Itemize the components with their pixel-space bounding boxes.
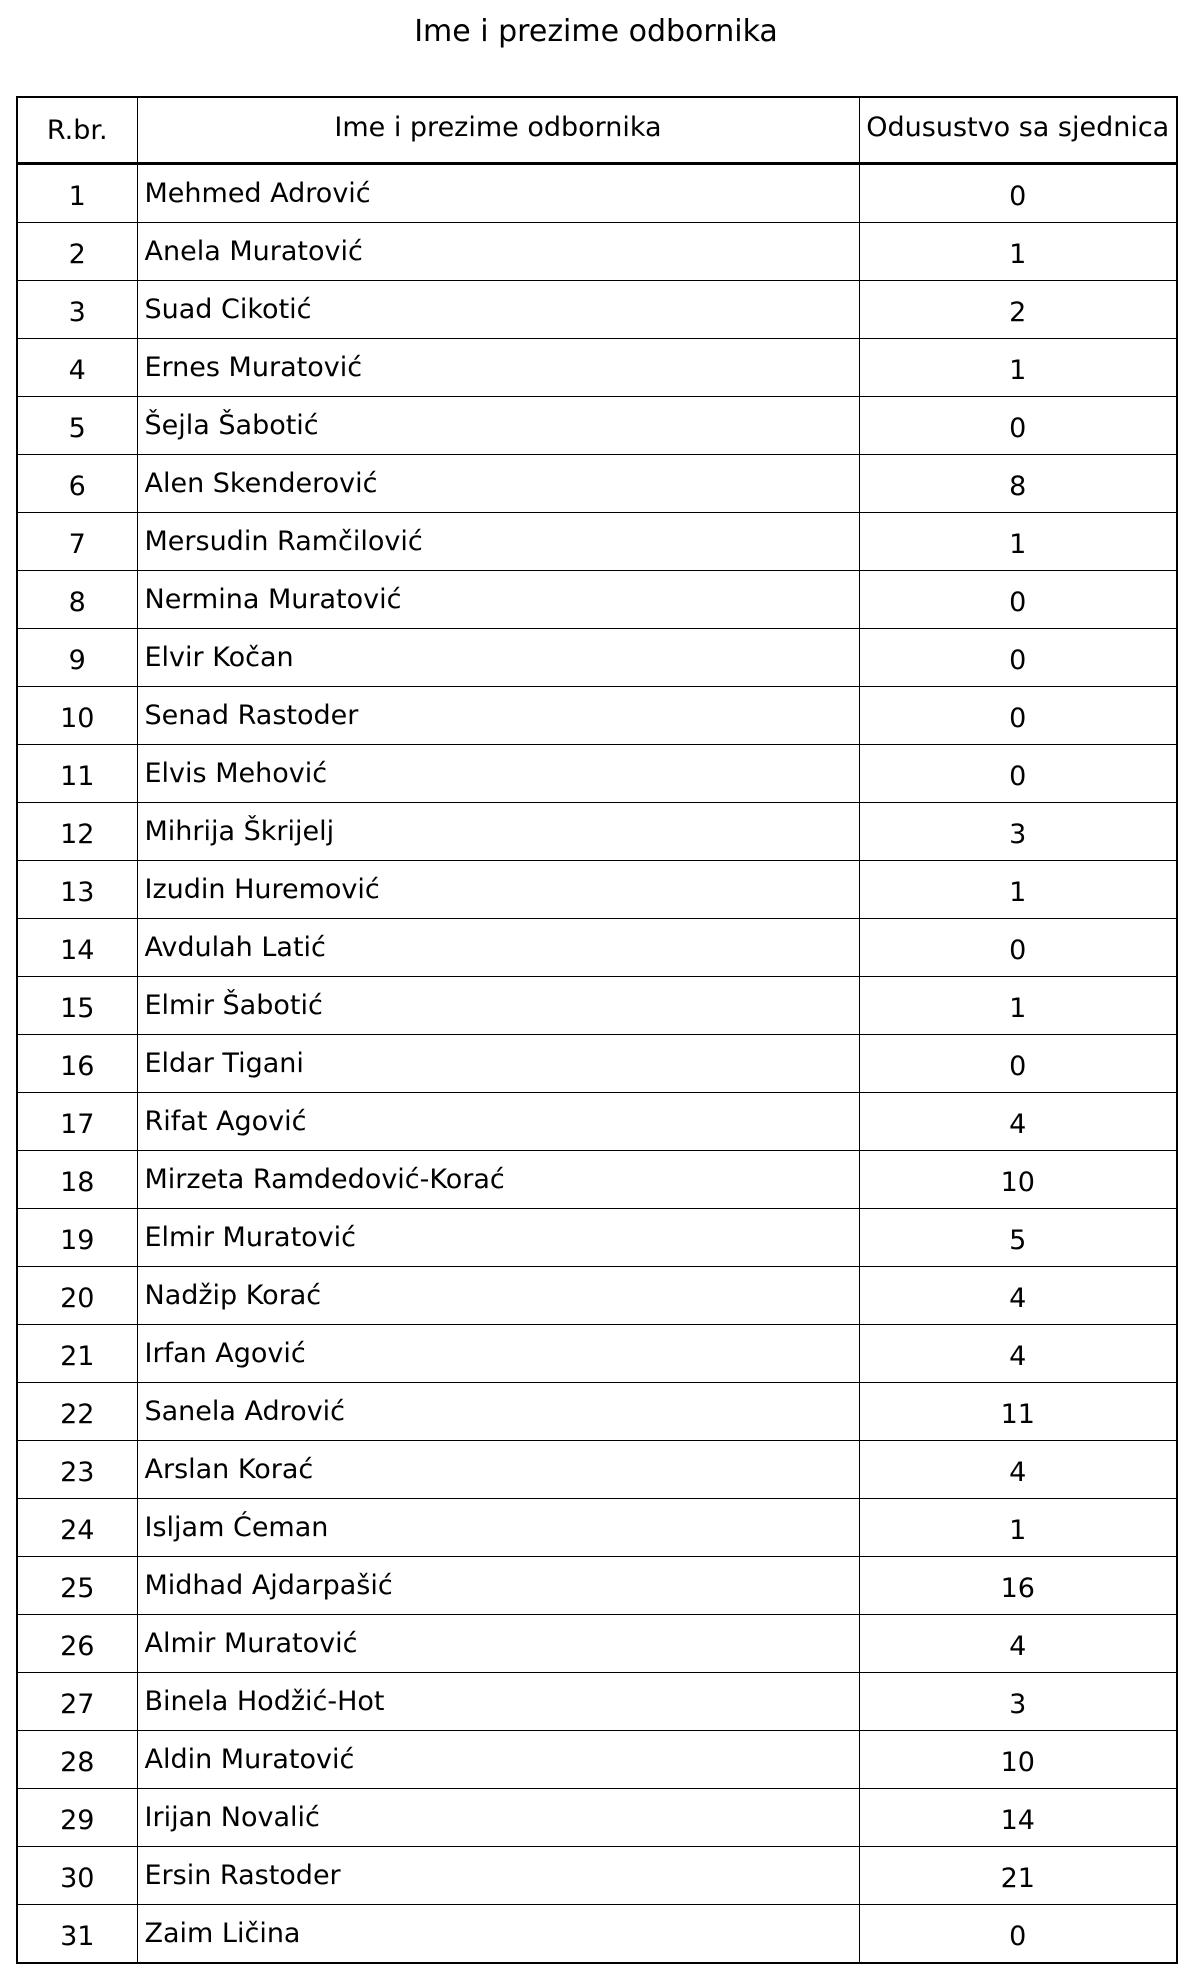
table-row: [17, 1151, 1177, 1209]
councillor-name: Mirzeta Ramdedović-Korać: [137, 1151, 859, 1209]
absence-count: 1: [859, 513, 1177, 571]
councillor-name: Aldin Muratović: [137, 1731, 859, 1789]
table-row: [17, 1383, 1177, 1441]
table-row: [17, 1673, 1177, 1731]
absence-count: 8: [859, 455, 1177, 513]
councillor-name: Eldar Tigani: [137, 1035, 859, 1093]
row-number: 27: [17, 1673, 137, 1731]
absence-count: 0: [859, 687, 1177, 745]
absence-count: 0: [859, 164, 1177, 223]
absence-count: 0: [859, 397, 1177, 455]
councillor-name: Ersin Rastoder: [137, 1847, 859, 1905]
row-number: 22: [17, 1383, 137, 1441]
councillor-name: Zaim Ličina: [137, 1905, 859, 1964]
absence-count: 4: [859, 1325, 1177, 1383]
councillor-name: Suad Cikotić: [137, 281, 859, 339]
absence-count: 1: [859, 1499, 1177, 1557]
row-number: 18: [17, 1151, 137, 1209]
councillor-name: Anela Muratović: [137, 223, 859, 281]
table-row: [17, 861, 1177, 919]
row-number: 17: [17, 1093, 137, 1151]
absence-count: 21: [859, 1847, 1177, 1905]
councillor-name: Irfan Agović: [137, 1325, 859, 1383]
absence-count: 1: [859, 977, 1177, 1035]
councillor-name: Elvir Kočan: [137, 629, 859, 687]
row-number: 3: [17, 281, 137, 339]
row-number: 13: [17, 861, 137, 919]
row-number: 28: [17, 1731, 137, 1789]
table-body: [17, 164, 1177, 1964]
councillor-name: Arslan Korać: [137, 1441, 859, 1499]
row-number: 21: [17, 1325, 137, 1383]
row-number: 23: [17, 1441, 137, 1499]
row-number: 15: [17, 977, 137, 1035]
table-row: [17, 1847, 1177, 1905]
absence-count: 1: [859, 861, 1177, 919]
row-number: 20: [17, 1267, 137, 1325]
councillor-name: Alen Skenderović: [137, 455, 859, 513]
councillor-name: Avdulah Latić: [137, 919, 859, 977]
table-row: [17, 571, 1177, 629]
header-name: Ime i prezime odbornika: [137, 97, 859, 164]
absence-count: 0: [859, 919, 1177, 977]
table-row: [17, 339, 1177, 397]
absence-count: 0: [859, 1035, 1177, 1093]
councillor-name: Almir Muratović: [137, 1615, 859, 1673]
header-absences: Odusustvo sa sjednica: [859, 97, 1177, 164]
absence-count: 0: [859, 745, 1177, 803]
table-row: [17, 1731, 1177, 1789]
councillor-name: Nadžip Korać: [137, 1267, 859, 1325]
row-number: 29: [17, 1789, 137, 1847]
councillor-name: Nermina Muratović: [137, 571, 859, 629]
table-row: [17, 455, 1177, 513]
table-row: [17, 397, 1177, 455]
table-row: [17, 803, 1177, 861]
row-number: 1: [17, 164, 137, 223]
councillor-name: Ernes Muratović: [137, 339, 859, 397]
councillor-name: Midhad Ajdarpašić: [137, 1557, 859, 1615]
row-number: 5: [17, 397, 137, 455]
table-header-row: [17, 97, 1177, 164]
absence-count: 5: [859, 1209, 1177, 1267]
row-number: 7: [17, 513, 137, 571]
absence-count: 3: [859, 1673, 1177, 1731]
row-number: 4: [17, 339, 137, 397]
table-row: [17, 1441, 1177, 1499]
table-row: [17, 164, 1177, 223]
row-number: 10: [17, 687, 137, 745]
table-row: [17, 1267, 1177, 1325]
absence-count: 0: [859, 1905, 1177, 1964]
councillor-absence-table: [16, 96, 1178, 1964]
councillor-name: Mersudin Ramčilović: [137, 513, 859, 571]
row-number: 30: [17, 1847, 137, 1905]
absence-count: 4: [859, 1267, 1177, 1325]
absence-count: 4: [859, 1093, 1177, 1151]
absence-count: 4: [859, 1441, 1177, 1499]
table-row: [17, 281, 1177, 339]
absence-count: 14: [859, 1789, 1177, 1847]
absence-count: 10: [859, 1731, 1177, 1789]
row-number: 11: [17, 745, 137, 803]
table-row: [17, 513, 1177, 571]
table-row: [17, 919, 1177, 977]
councillor-name: Binela Hodžić-Hot: [137, 1673, 859, 1731]
councillor-name: Isljam Ćeman: [137, 1499, 859, 1557]
table-row: [17, 1325, 1177, 1383]
councillor-name: Izudin Huremović: [137, 861, 859, 919]
row-number: 9: [17, 629, 137, 687]
councillor-name: Elvis Mehović: [137, 745, 859, 803]
absence-count: 1: [859, 339, 1177, 397]
absence-count: 10: [859, 1151, 1177, 1209]
absence-count: 3: [859, 803, 1177, 861]
councillor-name: Elmir Šabotić: [137, 977, 859, 1035]
row-number: 25: [17, 1557, 137, 1615]
table-row: [17, 223, 1177, 281]
councillor-name: Senad Rastoder: [137, 687, 859, 745]
absence-count: 4: [859, 1615, 1177, 1673]
table-row: [17, 977, 1177, 1035]
header-number: R.br.: [17, 97, 137, 164]
councillor-name: Mihrija Škrijelj: [137, 803, 859, 861]
table-row: [17, 1035, 1177, 1093]
table-row: [17, 1557, 1177, 1615]
councillor-name: Rifat Agović: [137, 1093, 859, 1151]
table-row: [17, 745, 1177, 803]
absence-count: 2: [859, 281, 1177, 339]
absence-count: 0: [859, 571, 1177, 629]
table-row: [17, 687, 1177, 745]
absence-count: 16: [859, 1557, 1177, 1615]
row-number: 6: [17, 455, 137, 513]
table-row: [17, 1789, 1177, 1847]
absence-count: 1: [859, 223, 1177, 281]
row-number: 19: [17, 1209, 137, 1267]
councillor-name: Irijan Novalić: [137, 1789, 859, 1847]
row-number: 24: [17, 1499, 137, 1557]
row-number: 26: [17, 1615, 137, 1673]
councillor-name: Sanela Adrović: [137, 1383, 859, 1441]
table-row: [17, 1209, 1177, 1267]
table-row: [17, 629, 1177, 687]
absence-count: 11: [859, 1383, 1177, 1441]
row-number: 2: [17, 223, 137, 281]
row-number: 12: [17, 803, 137, 861]
table-row: [17, 1615, 1177, 1673]
row-number: 31: [17, 1905, 137, 1964]
councillor-name: Šejla Šabotić: [137, 397, 859, 455]
row-number: 16: [17, 1035, 137, 1093]
absence-count: 0: [859, 629, 1177, 687]
table-row: [17, 1499, 1177, 1557]
page-title: Ime i prezime odbornika: [414, 14, 778, 49]
councillor-name: Elmir Muratović: [137, 1209, 859, 1267]
row-number: 14: [17, 919, 137, 977]
table-row: [17, 1905, 1177, 1964]
row-number: 8: [17, 571, 137, 629]
table-row: [17, 1093, 1177, 1151]
councillor-name: Mehmed Adrović: [137, 164, 859, 223]
